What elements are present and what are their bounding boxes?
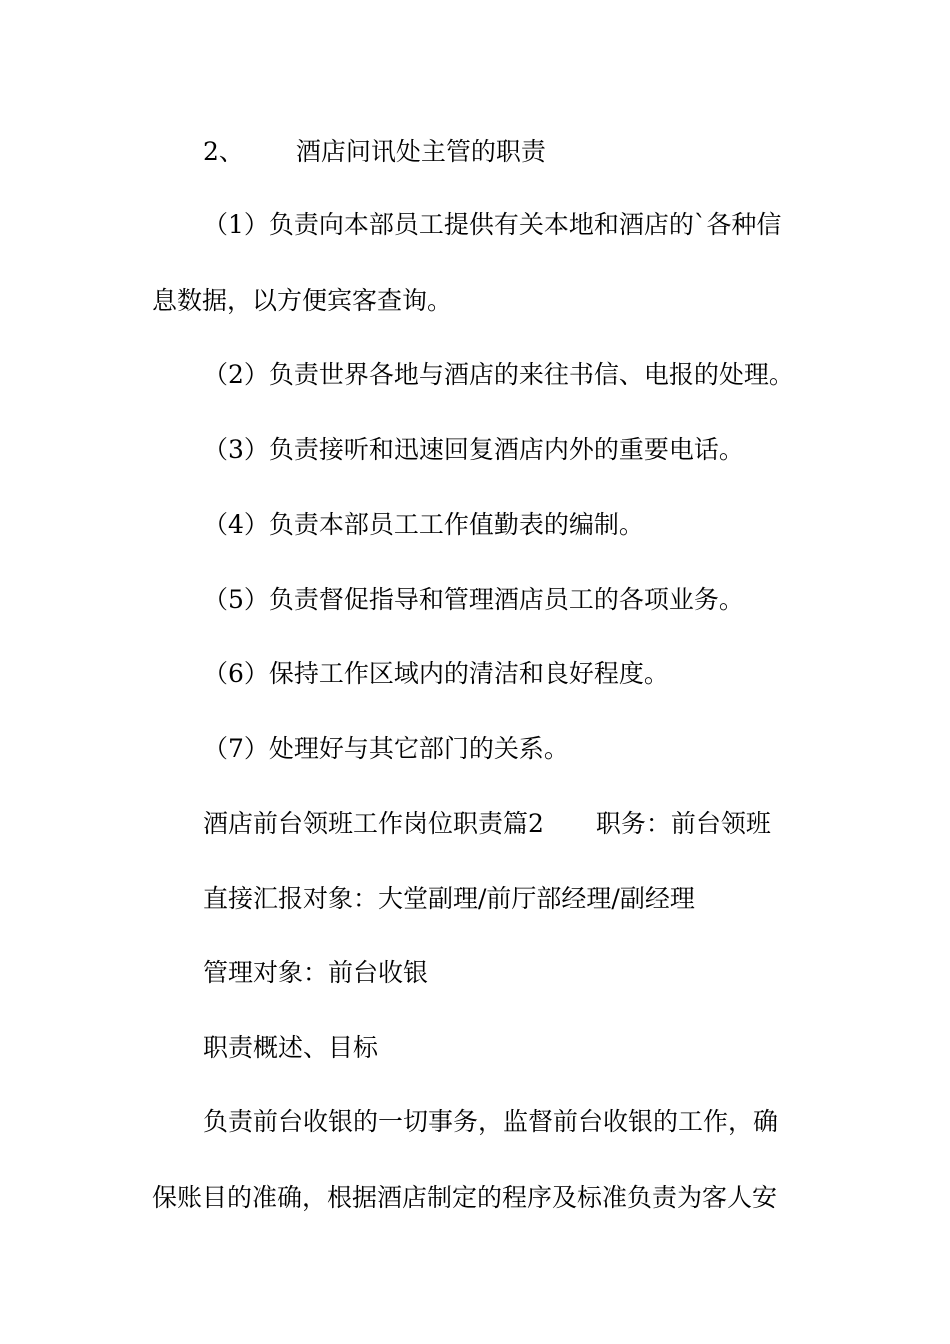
- item-4: （4）负责本部员工工作值勤表的编制。: [203, 510, 644, 539]
- overview-line-1: 负责前台收银的一切事务，监督前台收银的工作，确: [203, 1107, 779, 1136]
- overview-heading: 职责概述、目标: [203, 1033, 379, 1062]
- item-7: （7）处理好与其它部门的关系。: [203, 734, 569, 763]
- manages: 管理对象：前台收银: [203, 958, 429, 987]
- item-2: （2）负责世界各地与酒店的来往书信、电报的处理。: [203, 360, 794, 389]
- section-heading: [203, 137, 546, 167]
- item-5: （5）负责督促指导和管理酒店员工的各项业务。: [203, 585, 744, 614]
- heading-title: 酒店问讯处主管的职责: [295, 137, 546, 166]
- section2-title: 酒店前台领班工作岗位职责篇2: [203, 809, 544, 838]
- item-6: （6）保持工作区域内的清洁和良好程度。: [203, 659, 669, 688]
- reports-to: 直接汇报对象：大堂副理/前厅部经理/副经理: [203, 884, 695, 913]
- section2-title-row: [203, 809, 771, 839]
- item-1-line-1: （1）负责向本部员工提供有关本地和酒店的`各种信: [203, 210, 782, 239]
- heading-number: 2、: [203, 137, 244, 166]
- item-1-line-2: 息数据，以方便宾客查询。: [152, 286, 453, 315]
- overview-line-2: 保账目的准确，根据酒店制定的程序及标准负责为客人安: [152, 1183, 778, 1212]
- section2-position: 职务：前台领班: [595, 809, 771, 838]
- item-3: （3）负责接听和迅速回复酒店内外的重要电话。: [203, 435, 744, 464]
